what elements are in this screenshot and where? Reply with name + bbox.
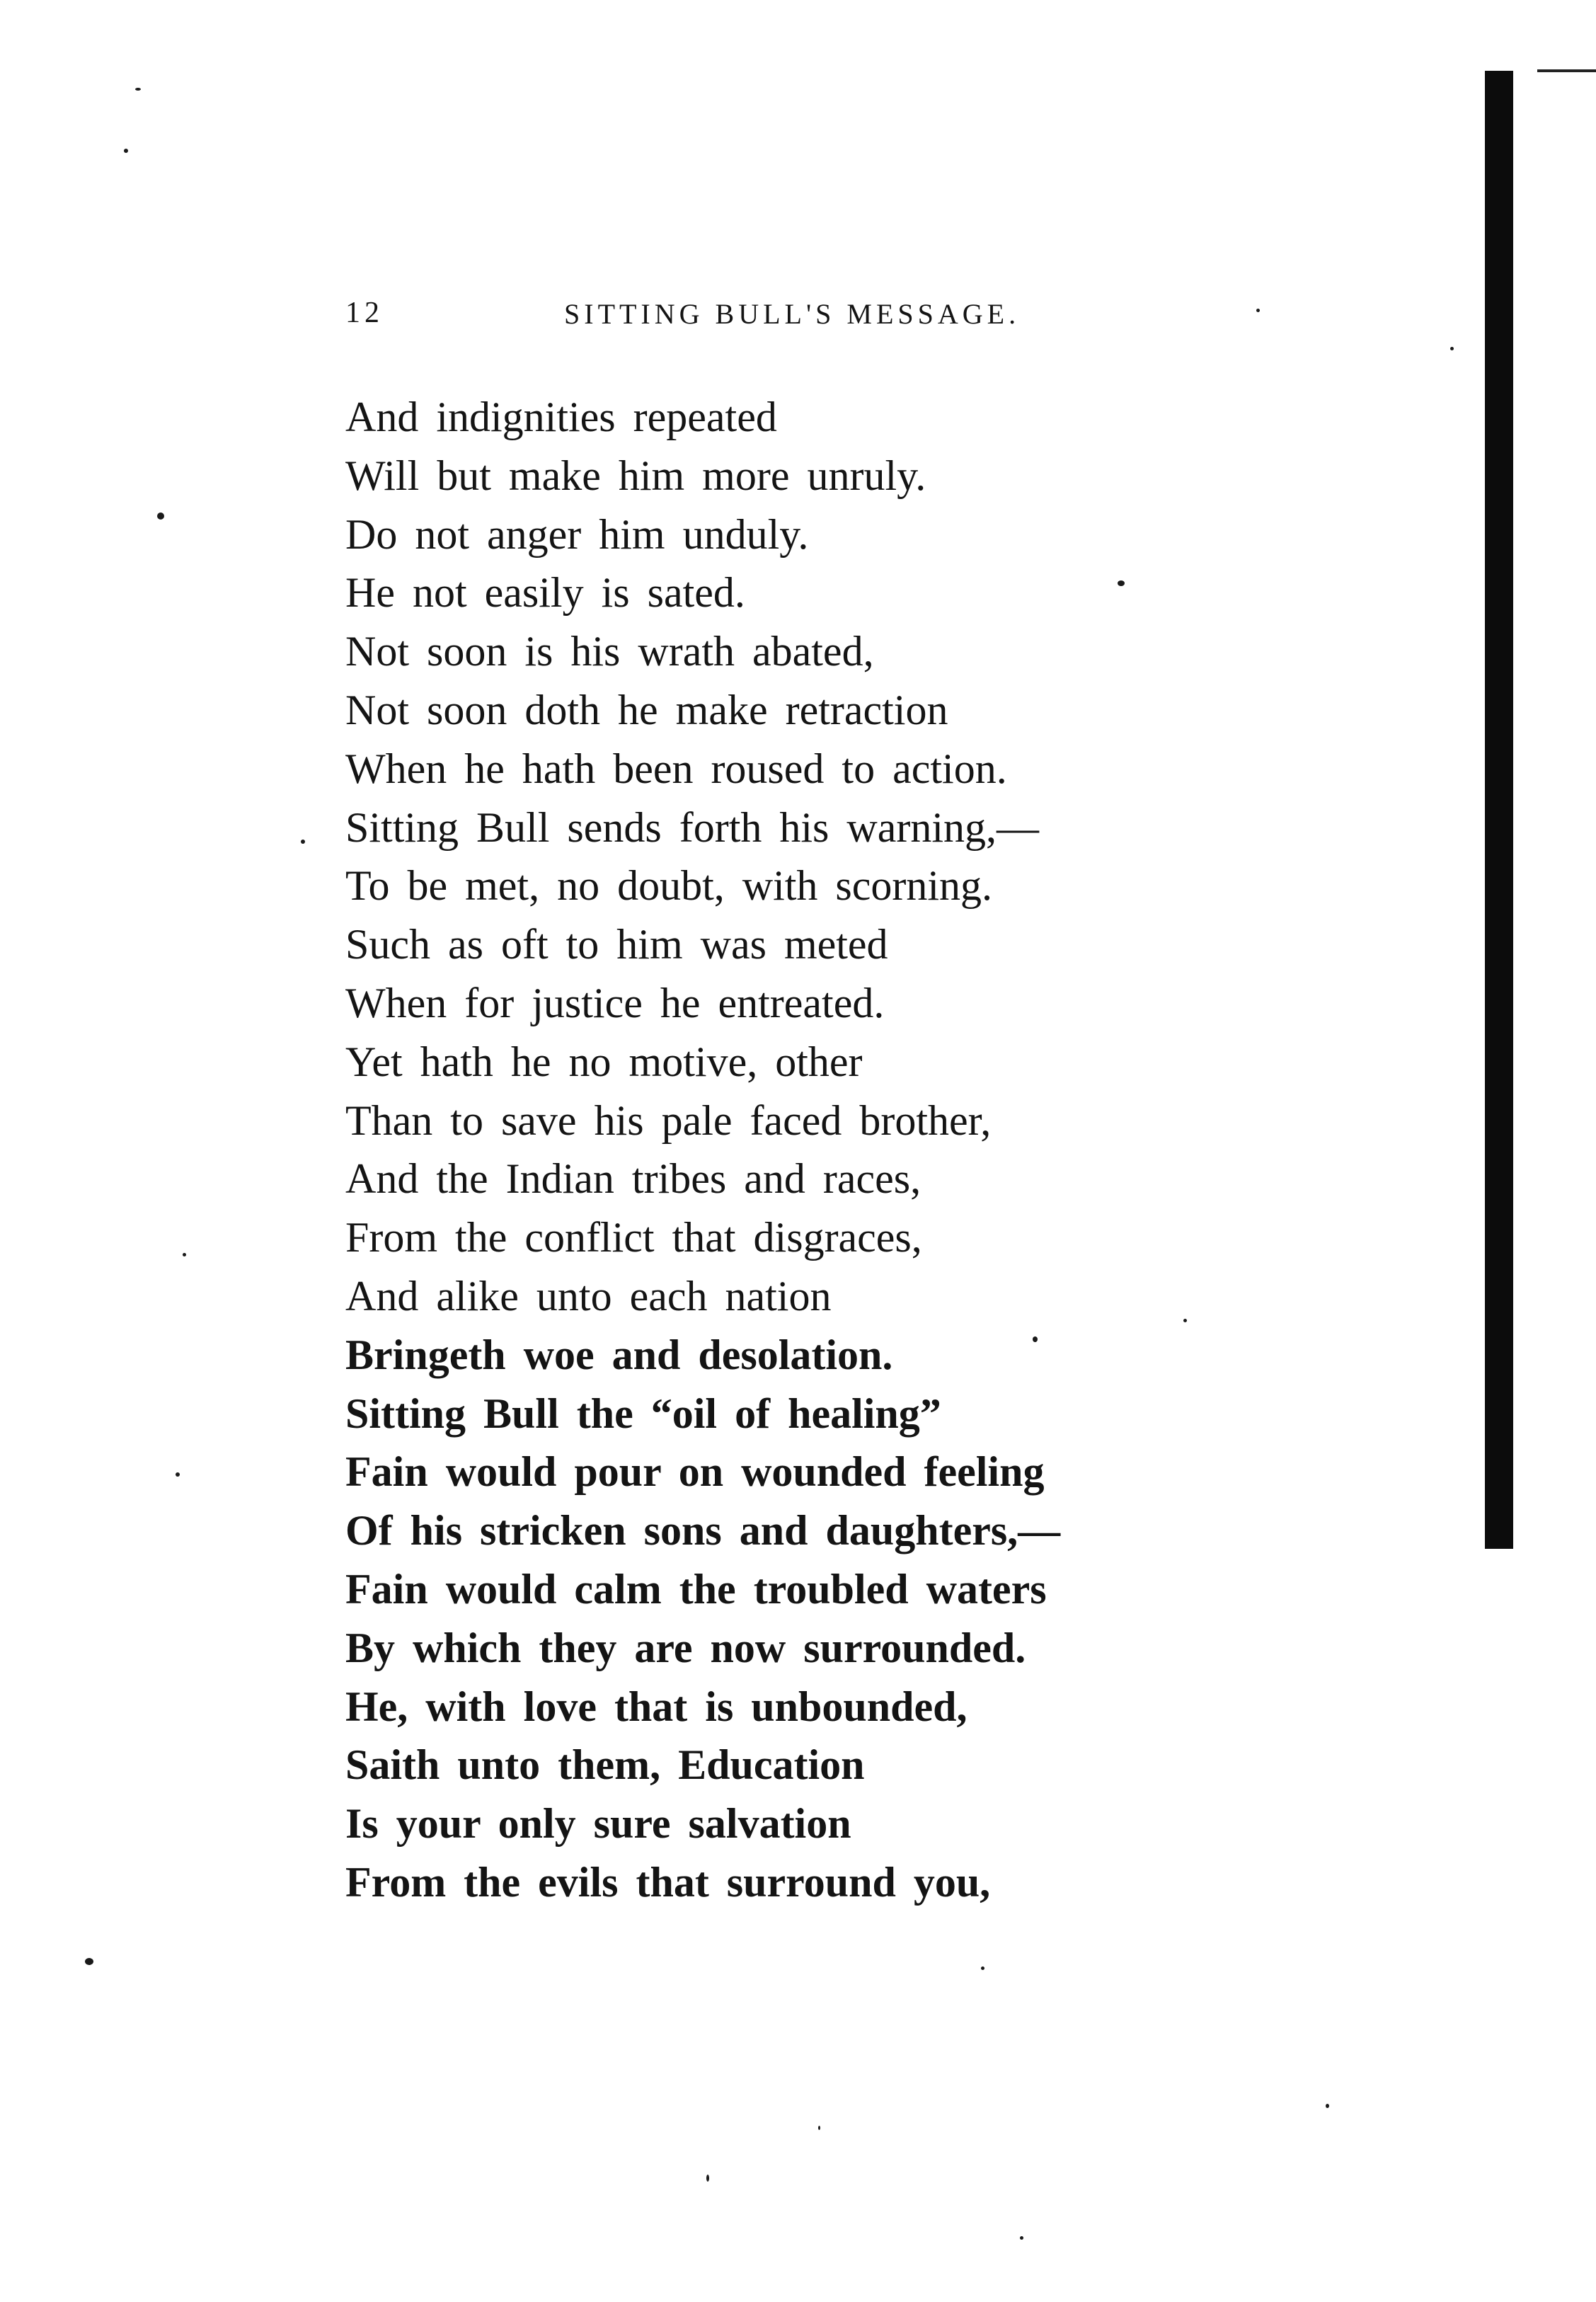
poem-line: Saith unto them, Education: [345, 1741, 865, 1789]
poem-line: Is your only sure salvation: [345, 1800, 851, 1848]
scan-speck: [183, 1253, 186, 1256]
poem-line: He not easily is sated.: [345, 569, 745, 617]
poem-text: [345, 388, 1060, 1912]
page-number: 12: [345, 297, 384, 329]
scan-speck: [176, 1472, 180, 1477]
scan-speck: [1020, 2236, 1023, 2240]
poem-line: Do not anger him unduly.: [345, 510, 809, 558]
scan-speck: [1183, 1319, 1187, 1322]
poem-line: Sitting Bull sends forth his warning,—: [345, 803, 1039, 851]
scan-speck: [1326, 2104, 1329, 2108]
poem-line: Than to save his pale faced brother,: [345, 1096, 992, 1144]
scan-edge-shadow: [1485, 71, 1513, 1549]
poem-line: Such as oft to him was meted: [345, 921, 888, 968]
scan-speck: [1256, 309, 1260, 312]
poem-line: Fain would pour on wounded feeling: [345, 1448, 1045, 1496]
scan-speck: [85, 1958, 93, 1965]
page-edge-mark: [1537, 69, 1596, 72]
running-head: SITTING BULL'S MESSAGE.: [564, 298, 1021, 330]
poem-line: Will but make him more unruly.: [345, 452, 926, 499]
scan-speck: [1118, 580, 1125, 586]
scan-speck: [124, 149, 128, 153]
poem-line: He, with love that is unbounded,: [345, 1683, 968, 1730]
scan-speck: [818, 2126, 820, 2130]
scan-speck: [157, 512, 164, 520]
poem-line: And alike unto each nation: [345, 1272, 832, 1319]
poem-line: Not soon doth he make retraction: [345, 686, 948, 733]
poem-line: From the evils that surround you,: [345, 1858, 991, 1906]
scan-speck: [706, 2175, 709, 2182]
scan-speck: [135, 88, 141, 91]
poem-line: From the conflict that disgraces,: [345, 1214, 922, 1261]
poem-line: When he hath been roused to action.: [345, 745, 1007, 792]
poem-line: Of his stricken sons and daughters,—: [345, 1507, 1061, 1554]
poem-line: Fain would calm the troubled waters: [345, 1565, 1047, 1613]
scan-speck: [1033, 1336, 1038, 1342]
poem-line: By which they are now surrounded.: [345, 1624, 1026, 1671]
poem-line: To be met, no doubt, with scorning.: [345, 862, 993, 910]
poem-line: Bringeth woe and desolation.: [345, 1331, 893, 1378]
scan-speck: [301, 840, 305, 844]
poem-line: Sitting Bull the “oil of healing”: [345, 1390, 941, 1437]
scan-speck: [1450, 347, 1454, 350]
scan-speck: [981, 1966, 984, 1970]
poem-line: Not soon is his wrath abated,: [345, 628, 874, 675]
poem-line: Yet hath he no motive, other: [345, 1038, 863, 1085]
poem-line: When for justice he entreated.: [345, 979, 885, 1026]
poem-line: And the Indian tribes and races,: [345, 1155, 922, 1203]
poem-line: And indignities repeated: [345, 394, 777, 440]
